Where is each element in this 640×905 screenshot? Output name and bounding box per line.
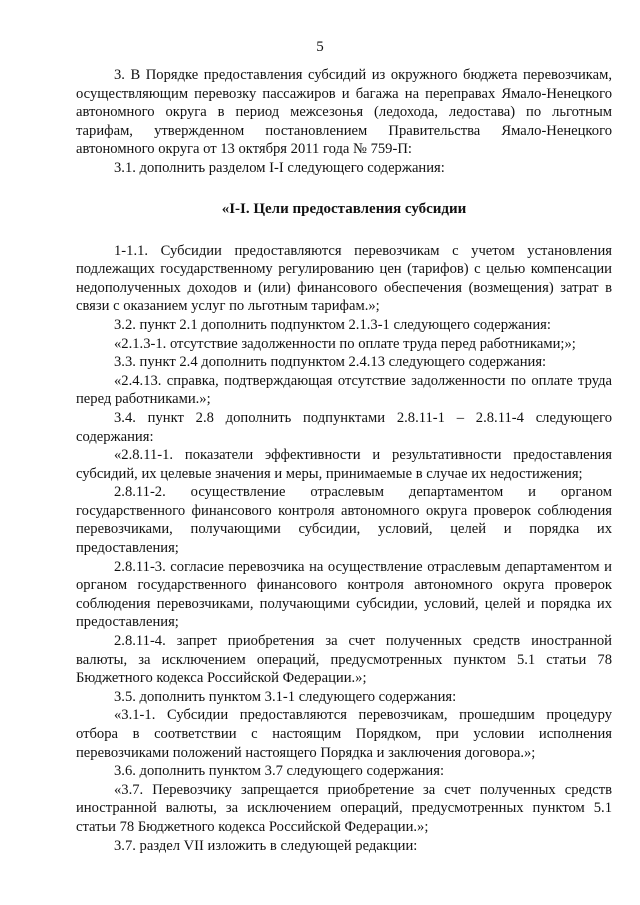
paragraph-item-2-1-3-1: «2.1.3-1. отсутствие задолженности по оплате труда перед работниками;»; xyxy=(114,335,576,352)
paragraph-item-3-7: 3.7. раздел VII изложить в следующей редакции: xyxy=(114,837,418,854)
paragraph-item-2-8-11-4: 2.8.11-4. запрет приобретения за счет полученных средств иностранной валюты, за исключением операций, предусмотренных пунктом 5.1 статьи 78 Бюджетного кодекса Российской Федерации.»; xyxy=(76,633,612,687)
paragraph-item-2-4-13: «2.4.13. справка, подтверждающая отсутствие задолженности по оплате труда перед работниками.»; xyxy=(76,372,612,408)
paragraph-item-3-1-1: «3.1-1. Субсидии предоставляются перевозчикам, прошедшим процедуру отбора в соответствии с настоящим Порядком, при условии исполнения перевозчиками положений настоящего Порядка и заключения договора.»; xyxy=(76,707,612,761)
section-heading: «I-I. Цели предоставления субсидии xyxy=(221,200,467,217)
paragraph-item-3-6: 3.6. дополнить пунктом 3.7 следующего содержания: xyxy=(114,763,445,780)
paragraph-item-2-8-11-1: «2.8.11-1. показатели эффективности и результативности предоставления субсидий, их целевые значения и меры, принимаемые в случае их недостижения; xyxy=(76,447,612,482)
paragraph-item-2-8-11-2: 2.8.11-2. осуществление отраслевым департаментом и органом государственного финансового контроля автономного округа проверок соблюдения перевозчиками, получающими субсидии, условий, целей и порядка их предоставления; xyxy=(76,484,612,557)
paragraph-item-1-1-1: 1-1.1. Субсидии предоставляются перевозчикам с учетом установления подлежащих государственному регулированию цен (тарифов) с целью компенсации недополученных доходов и (или) финансового обеспечения (возмещения) затрат в связи с оказанием услуг по льготным тарифам.»; xyxy=(76,242,612,315)
paragraph-item-3-3: 3.3. пункт 2.4 дополнить подпунктом 2.4.13 следующего содержания: xyxy=(114,354,547,371)
document-body xyxy=(76,66,612,855)
paragraph-item-3-5: 3.5. дополнить пунктом 3.1-1 следующего содержания: xyxy=(114,688,457,705)
paragraph-item-3-7-quote: «3.7. Перевозчику запрещается приобретение за счет полученных средств иностранной валюты, за исключением операций, предусмотренных пунктом 5.1 статьи 78 Бюджетного кодекса Российской Федерации.»; xyxy=(76,781,612,835)
paragraph-item-3-2: 3.2. пункт 2.1 дополнить подпунктом 2.1.3-1 следующего содержания: xyxy=(114,316,551,333)
paragraph-item-2-8-11-3: 2.8.11-3. согласие перевозчика на осуществление отраслевым департаментом и органом государственного финансового контроля автономного округа проверок соблюдения перевозчиками, получающими субсидии, условий, целей и порядка их предоставления; xyxy=(76,558,612,631)
page-number: 5 xyxy=(316,39,324,55)
paragraph-amendment-intro: 3. В Порядке предоставления субсидий из окружного бюджета перевозчикам, осуществляющим перевозку пассажиров и багажа на переправах Ямало-Ненецкого автономного округа в период межсезонья (ледохода, ледостава) по льготным тарифам, утвержденном постановлением Правительства Ямало-Ненецкого автономного округа от 13 октября 2011 года № 759-П: xyxy=(76,67,612,158)
paragraph-item-3-4: 3.4. пункт 2.8 дополнить подпунктами 2.8.11-1 – 2.8.11-4 следующего содержания: xyxy=(76,409,612,445)
paragraph-item-3-1: 3.1. дополнить разделом I-I следующего содержания: xyxy=(114,159,445,176)
